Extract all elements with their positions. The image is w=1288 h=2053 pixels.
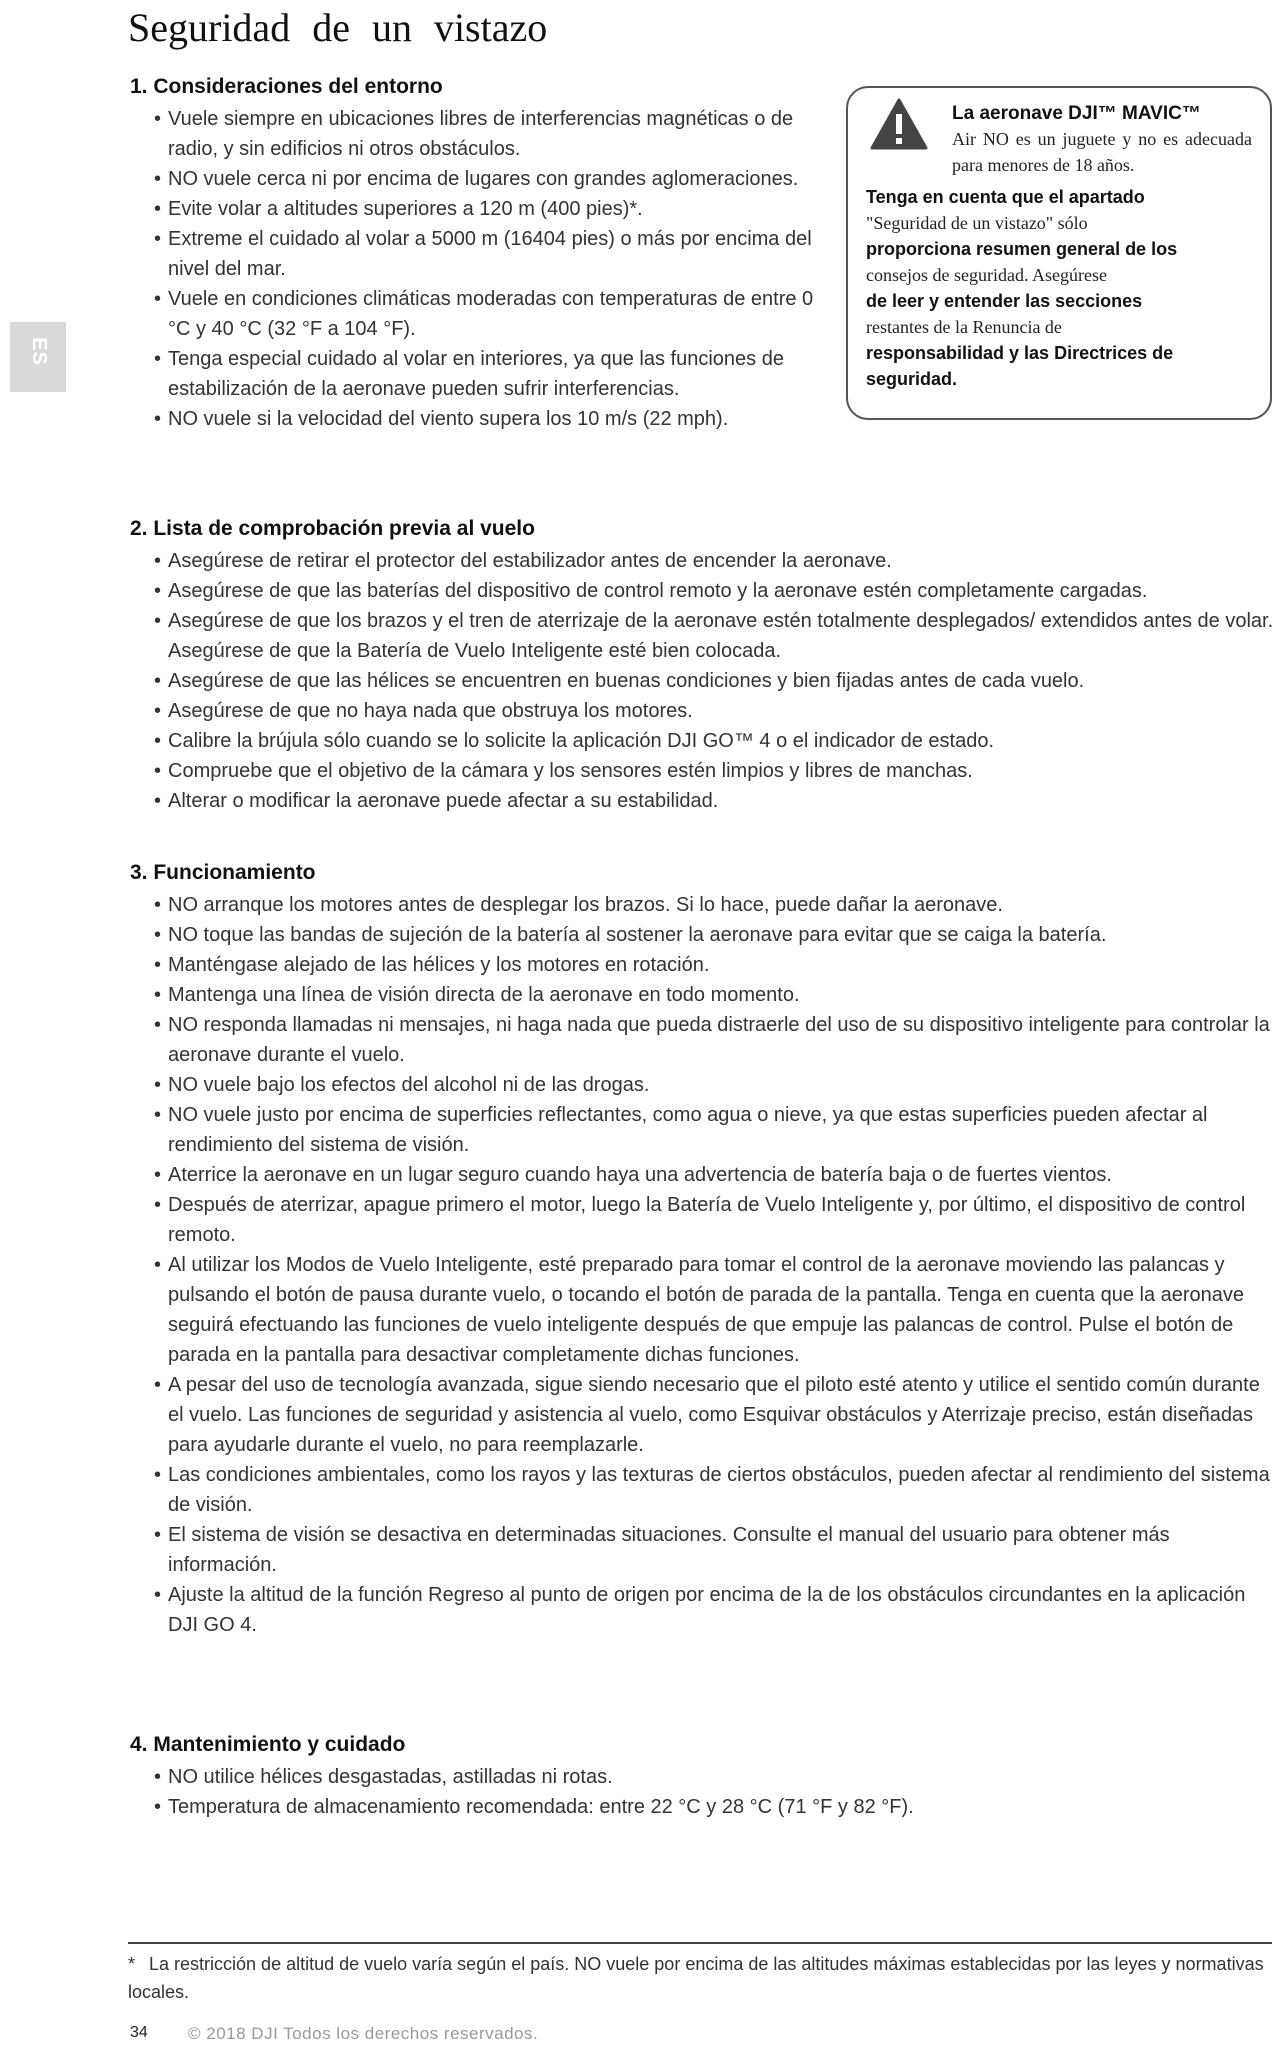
list-item: • Asegúrese de retirar el protector del estabilizador antes de encender la aeronave. <box>168 546 1280 576</box>
list-item: • NO vuele bajo los efectos del alcohol ni de las drogas. <box>168 1070 1280 1100</box>
bullet-list <box>130 104 830 434</box>
list-item: • Al utilizar los Modos de Vuelo Inteligente, esté preparado para tomar el control de la aeronave moviendo las palancas y pulsando el botón de pausa durante vuelo, o tocando el botón de parada de la pantalla. Tenga en cuenta que la aeronave seguirá efectuando las funciones de vuelo inteligente después de que empuje las palancas de control. Pulse el botón de parada en la pantalla para desactivar completamente dichas funciones. <box>168 1250 1280 1370</box>
page-number: 34 <box>130 2024 148 2041</box>
list-item: • Asegúrese de que las hélices se encuentren en buenas condiciones y bien fijadas antes de cada vuelo. <box>168 666 1280 696</box>
list-item: • Compruebe que el objetivo de la cámara y los sensores estén limpios y libres de manchas. <box>168 756 1280 786</box>
section-heading: 3. Funcionamiento <box>130 861 316 884</box>
list-item: • Manténgase alejado de las hélices y los motores en rotación. <box>168 950 1280 980</box>
warning-box <box>846 86 1272 420</box>
list-item: • Extreme el cuidado al volar a 5000 m (16404 pies) o más por encima del nivel del mar. <box>168 224 830 284</box>
section-heading: 2. Lista de comprobación previa al vuelo <box>130 517 535 540</box>
warning-line: restantes de la Renuncia de <box>866 317 1062 337</box>
list-item: • A pesar del uso de tecnología avanzada, sigue siendo necesario que el piloto esté atento y utilice el sentido común durante el vuelo. Las funciones de seguridad y asistencia al vuelo, como Esquivar obstáculos y Aterrizaje preciso, están diseñadas para ayudarle durante el vuelo, no para reemplazarle. <box>168 1370 1280 1460</box>
copyright: © 2018 DJI Todos los derechos reservados. <box>188 2024 539 2043</box>
list-item: • NO vuele si la velocidad del viento supera los 10 m/s (22 mph). <box>168 404 830 434</box>
section-preflight-checklist <box>130 514 1280 816</box>
section-environment <box>130 72 830 434</box>
list-item: • Asegúrese de que no haya nada que obstruya los motores. <box>168 696 1280 726</box>
list-item: • Después de aterrizar, apague primero el motor, luego la Batería de Vuelo Inteligente y, por último, el dispositivo de control remoto. <box>168 1190 1280 1250</box>
warning-title: La aeronave DJI™ MAVIC™ <box>952 103 1201 124</box>
bullet-list <box>130 546 1280 816</box>
list-item: • Temperatura de almacenamiento recomendada: entre 22 °C y 28 °C (71 °F y 82 °F). <box>168 1792 1280 1822</box>
list-item: • Las condiciones ambientales, como los rayos y las texturas de ciertos obstáculos, pueden afectar al rendimiento del sistema de visión. <box>168 1460 1280 1520</box>
warning-line: seguridad. <box>866 369 958 389</box>
warning-line: de leer y entender las secciones <box>866 291 1143 311</box>
footnote-marker: * <box>128 1954 136 1974</box>
list-item: • NO utilice hélices desgastadas, astilladas ni rotas. <box>168 1762 1280 1792</box>
warning-icon <box>870 98 928 150</box>
list-item: • Mantenga una línea de visión directa de la aeronave en todo momento. <box>168 980 1280 1010</box>
list-item: • Asegúrese de que los brazos y el tren de aterrizaje de la aeronave estén totalmente desplegados/ extendidos antes de volar. Asegúrese de que la Batería de Vuelo Inteligente esté bien colocada. <box>168 606 1280 666</box>
warning-line: "Seguridad de un vistazo" sólo <box>866 213 1088 233</box>
list-item: • Vuele siempre en ubicaciones libres de interferencias magnéticas o de radio, y sin edificios ni otros obstáculos. <box>168 104 830 164</box>
list-item: • Asegúrese de que las baterías del dispositivo de control remoto y la aeronave estén completamente cargadas. <box>168 576 1280 606</box>
list-item: • NO vuele cerca ni por encima de lugares con grandes aglomeraciones. <box>168 164 830 194</box>
warning-line: consejos de seguridad. Asegúrese <box>866 265 1107 285</box>
list-item: • Calibre la brújula sólo cuando se lo solicite la aplicación DJI GO™ 4 o el indicador de estado. <box>168 726 1280 756</box>
section-operation <box>130 858 1280 1640</box>
page-title: Seguridad de un vistazo <box>128 5 548 50</box>
list-item: • Ajuste la altitud de la función Regreso al punto de origen por encima de la de los obstáculos circundantes en la aplicación DJI GO 4. <box>168 1580 1280 1640</box>
bullet-list <box>130 1762 1280 1822</box>
section-maintenance <box>130 1730 1280 1822</box>
list-item: • Aterrice la aeronave en un lugar seguro cuando haya una advertencia de batería baja o de fuertes vientos. <box>168 1160 1280 1190</box>
language-tab <box>10 322 66 392</box>
language-tab-label: ES <box>27 337 50 366</box>
list-item: • Evite volar a altitudes superiores a 120 m (400 pies)*. <box>168 194 830 224</box>
warning-line: proporciona resumen general de los <box>866 239 1178 259</box>
list-item: • NO arranque los motores antes de desplegar los brazos. Si lo hace, puede dañar la aeronave. <box>168 890 1280 920</box>
list-item: • Tenga especial cuidado al volar en interiores, ya que las funciones de estabilización de la aeronave pueden sufrir interferencias. <box>168 344 830 404</box>
list-item: • Vuele en condiciones climáticas moderadas con temperaturas de entre 0 °C y 40 °C (32 °F a 104 °F). <box>168 284 830 344</box>
list-item: • NO toque las bandas de sujeción de la batería al sostener la aeronave para evitar que se caiga la batería. <box>168 920 1280 950</box>
warning-line: responsabilidad y las Directrices de <box>866 343 1174 363</box>
warning-line: Air NO es un juguete y no es adecuada para menores de 18 años. <box>952 129 1252 175</box>
section-heading: 1. Consideraciones del entorno <box>130 75 443 98</box>
footnote <box>128 1950 1268 2006</box>
list-item: • Alterar o modificar la aeronave puede afectar a su estabilidad. <box>168 786 1280 816</box>
footer-divider <box>128 1942 1272 1944</box>
list-item: • NO responda llamadas ni mensajes, ni haga nada que pueda distraerle del uso de su dispositivo inteligente para controlar la aeronave durante el vuelo. <box>168 1010 1280 1070</box>
list-item: • NO vuele justo por encima de superficies reflectantes, como agua o nieve, ya que estas superficies pueden afectar al rendimiento del sistema de visión. <box>168 1100 1280 1160</box>
section-heading: 4. Mantenimiento y cuidado <box>130 1733 406 1756</box>
bullet-list <box>130 890 1280 1640</box>
footnote-text: La restricción de altitud de vuelo varía según el país. NO vuele por encima de las altitudes máximas establecidas por las leyes y normativas locales. <box>128 1954 1264 2002</box>
list-item: • El sistema de visión se desactiva en determinadas situaciones. Consulte el manual del usuario para obtener más información. <box>168 1520 1280 1580</box>
warning-line: Tenga en cuenta que el apartado <box>866 187 1145 207</box>
